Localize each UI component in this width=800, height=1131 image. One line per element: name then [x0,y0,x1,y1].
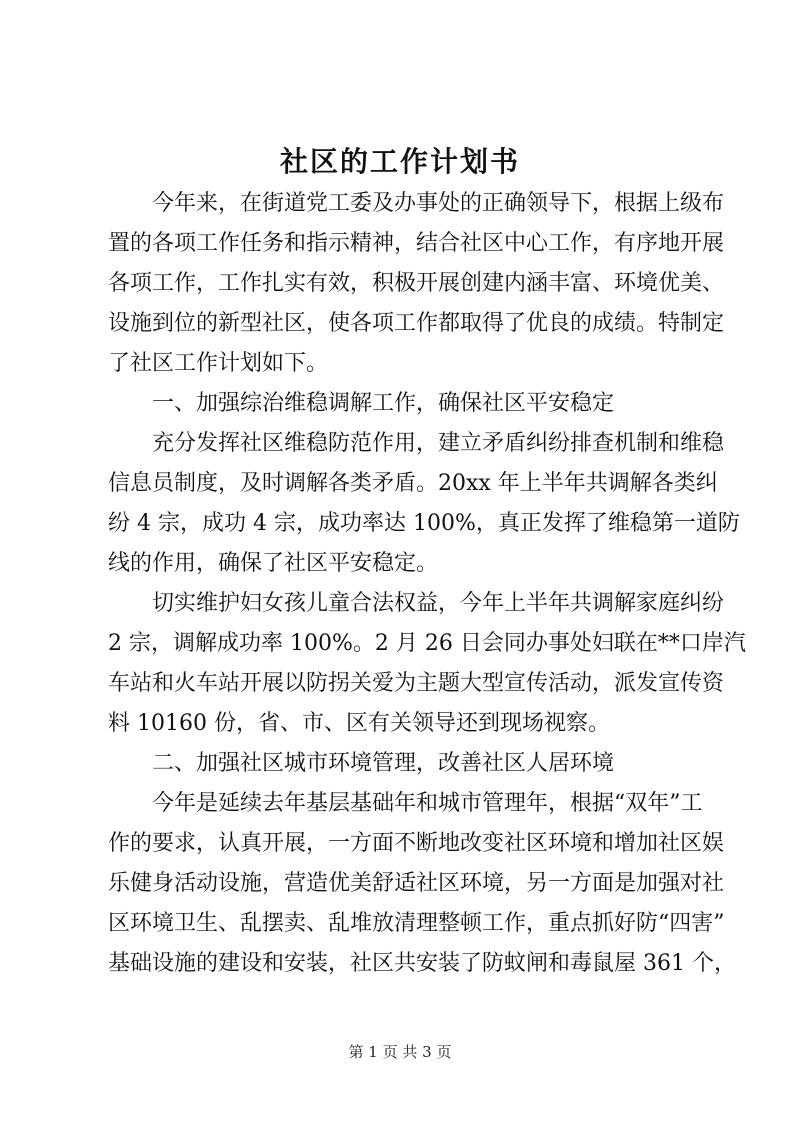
text-line: 料 10160 份，省、市、区有关领导还到现场视察。 [108,711,610,736]
text-line: 乐健身活动设施，营造优美舒适社区环境，另一方面是加强对社 [108,871,725,896]
paragraph-environment [108,784,736,984]
section-heading-2 [108,744,712,784]
text-line: 区环境卫生、乱摆卖、乱堆放清理整顿工作，重点抓好防“四害” [108,911,725,936]
text-line: 基础设施的建设和安装，社区共安装了防蚊闸和毒鼠屋 361 个， [108,951,736,976]
text-line: 今年来，在街道党工委及办事处的正确领导下，根据上级布 [152,191,725,216]
text-line: 纷 4 宗，成功 4 宗，成功率达 100%，真正发挥了维稳第一道防 [108,511,740,536]
text-line: 置的各项工作任务和指示精神，结合社区中心工作，有序地开展 [108,231,725,256]
text-line: 各项工作，工作扎实有效，积极开展创建内涵丰富、环境优美、 [108,271,725,296]
text-line: 车站和火车站开展以防拐关爱为主题大型宣传活动，派发宣传资 [108,671,725,696]
text-line: 今年是延续去年基层基础年和城市管理年，根据“双年”工 [152,791,703,816]
section-heading: 一、加强综治维稳调解工作，确保社区平安稳定 [152,391,615,416]
document-title: 社区的工作计划书 [279,145,520,178]
paragraph-intro [108,184,725,384]
section-heading: 二、加强社区城市环境管理，改善社区人居环境 [152,751,615,776]
document-body [108,184,746,984]
text-line: 2 宗，调解成功率 100%。2 月 26 日会同办事处妇联在**口岸汽 [108,631,746,656]
text-line: 设施到位的新型社区，使各项工作都取得了优良的成绩。特制定 [108,311,725,336]
paragraph-rights [108,584,746,744]
section-heading-1 [108,384,712,424]
text-line: 线的作用，确保了社区平安稳定。 [108,551,439,576]
text-line: 信息员制度，及时调解各类矛盾。20xx 年上半年共调解各类纠 [108,471,718,496]
page-number-footer: 第 1 页 共 3 页 [348,1043,452,1061]
text-line: 作的要求，认真开展，一方面不断地改变社区环境和增加社区娱 [108,831,725,856]
text-line: 了社区工作计划如下。 [108,351,329,376]
paragraph-stability [108,424,740,584]
text-line: 充分发挥社区维稳防范作用，建立矛盾纠纷排查机制和维稳 [152,431,725,456]
text-line: 切实维护妇女孩儿童合法权益，今年上半年共调解家庭纠纷 [152,591,725,616]
